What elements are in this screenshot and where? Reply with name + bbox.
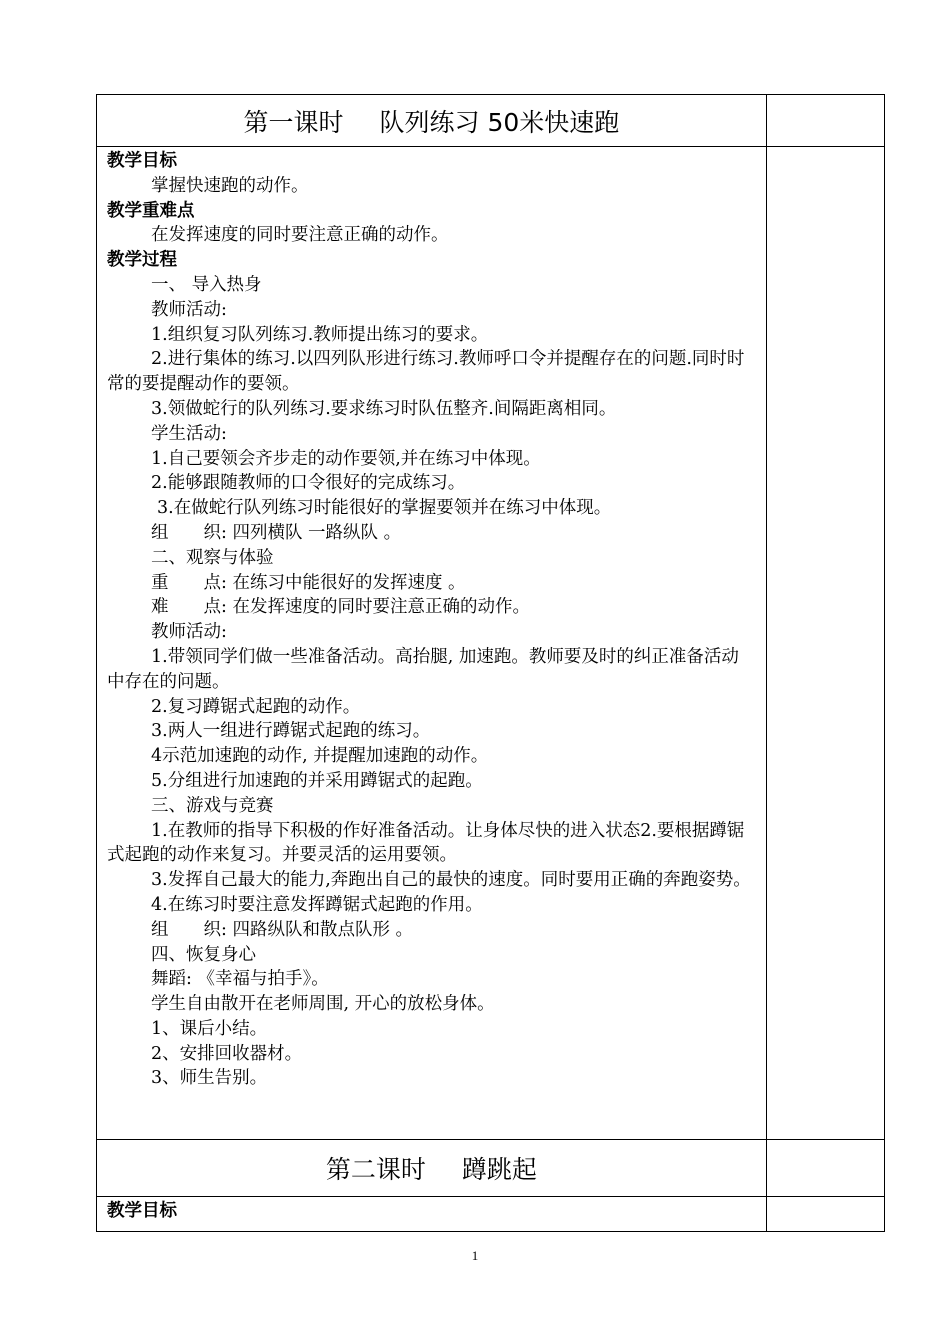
content-line: 1.在教师的指导下积极的作好准备活动。让身体尽快的进入状态2.要根据蹲锯式起跑的动作来复习。并要灵活的运用要领。 [107, 820, 745, 866]
section-heading: 教学过程 [107, 250, 177, 271]
content-line: 1.组织复习队列练习.教师提出练习的要求。 [151, 324, 489, 345]
content-line: 学生自由散开在老师周围, 开心的放松身体。 [151, 994, 495, 1015]
lesson1-title-row [97, 95, 885, 147]
content-line: 组 织: 四列横队 一路纵队 。 [151, 522, 402, 543]
page-number: 1 [471, 1248, 479, 1263]
content-line: 2.进行集体的练习.以四列队形进行练习.教师呼口令并提醒存在的问题.同时时常的要提醒动作的要领。 [107, 349, 745, 395]
lesson-plan-table [96, 94, 885, 1232]
lesson2-content-cell [97, 1197, 767, 1232]
content-line: 在发挥速度的同时要注意正确的动作。 [151, 225, 449, 246]
content-line: 3.在做蛇行队列练习时能很好的掌握要领并在练习中体现。 [157, 498, 612, 519]
lesson1-title-topic: 队列练习 50米快速跑 [379, 107, 620, 137]
content-line: 学生活动: [151, 423, 227, 444]
lesson1-title-side-cell [766, 95, 884, 147]
lesson2-title-period: 第二课时 [325, 1155, 426, 1184]
lesson1-title [97, 95, 767, 147]
content-line: 四、恢复身心 [151, 944, 256, 965]
content-line: 重 点: 在练习中能很好的发挥速度 。 [151, 572, 466, 593]
content-line: 3.领做蛇行的队列练习.要求练习时队伍整齐.间隔距离相同。 [151, 398, 617, 419]
content-line: 舞蹈: 《幸福与拍手》。 [151, 969, 329, 990]
content-line: 2.复习蹲锯式起跑的动作。 [151, 696, 361, 717]
content-line: 教师活动: [151, 622, 227, 643]
content-line: 3、师生告别。 [151, 1068, 268, 1089]
lesson2-title-topic: 蹲跳起 [461, 1155, 537, 1184]
lesson2-content-row [97, 1197, 885, 1232]
content-line: 三、游戏与竞赛 [151, 795, 274, 816]
content-line: 掌握快速跑的动作。 [151, 175, 309, 196]
lesson1-content-row [97, 147, 885, 1140]
content-line: 一、 导入热身 [151, 274, 262, 295]
content-line: 二、观察与体验 [151, 547, 274, 568]
content-line: 2、安排回收器材。 [151, 1043, 303, 1064]
lesson2-title-row [97, 1140, 885, 1197]
content-line: 2.能够跟随教师的口令很好的完成练习。 [151, 473, 466, 494]
lesson2-title-side-cell [766, 1140, 884, 1197]
content-line: 难 点: 在发挥速度的同时要注意正确的动作。 [151, 597, 530, 618]
content-line: 组 织: 四路纵队和散点队形 。 [151, 919, 414, 940]
content-line: 3.发挥自己最大的能力,奔跑出自己的最快的速度。同时要用正确的奔跑姿势。 [151, 870, 751, 891]
lesson1-content-cell [97, 147, 767, 1140]
content-line: 1、课后小结。 [151, 1018, 268, 1039]
lesson1-content [97, 147, 766, 1091]
content-line: 1.带领同学们做一些准备活动。高抬腿, 加速跑。教师要及时的纠正准备活动中存在的问题。 [107, 646, 739, 692]
content-line: 1.自己要领会齐步走的动作要领,并在练习中体现。 [151, 448, 541, 469]
lesson2-heading: 教学目标 [107, 1201, 177, 1221]
content-line: 教师活动: [151, 299, 227, 320]
content-line: 4示范加速跑的动作, 并提醒加速跑的动作。 [151, 746, 489, 767]
content-line: 4.在练习时要注意发挥蹲锯式起跑的作用。 [151, 894, 483, 915]
section-heading: 教学目标 [107, 151, 177, 171]
lesson1-content-side-cell [766, 147, 884, 1140]
content-line: 5.分组进行加速跑的并采用蹲锯式的起跑。 [151, 770, 483, 791]
lesson2-title [97, 1140, 767, 1197]
content-line: 3.两人一组进行蹲锯式起跑的练习。 [151, 721, 431, 742]
lesson1-title-period: 第一课时 [243, 107, 344, 137]
lesson2-content-side-cell [766, 1197, 884, 1232]
section-heading: 教学重难点 [107, 200, 195, 221]
